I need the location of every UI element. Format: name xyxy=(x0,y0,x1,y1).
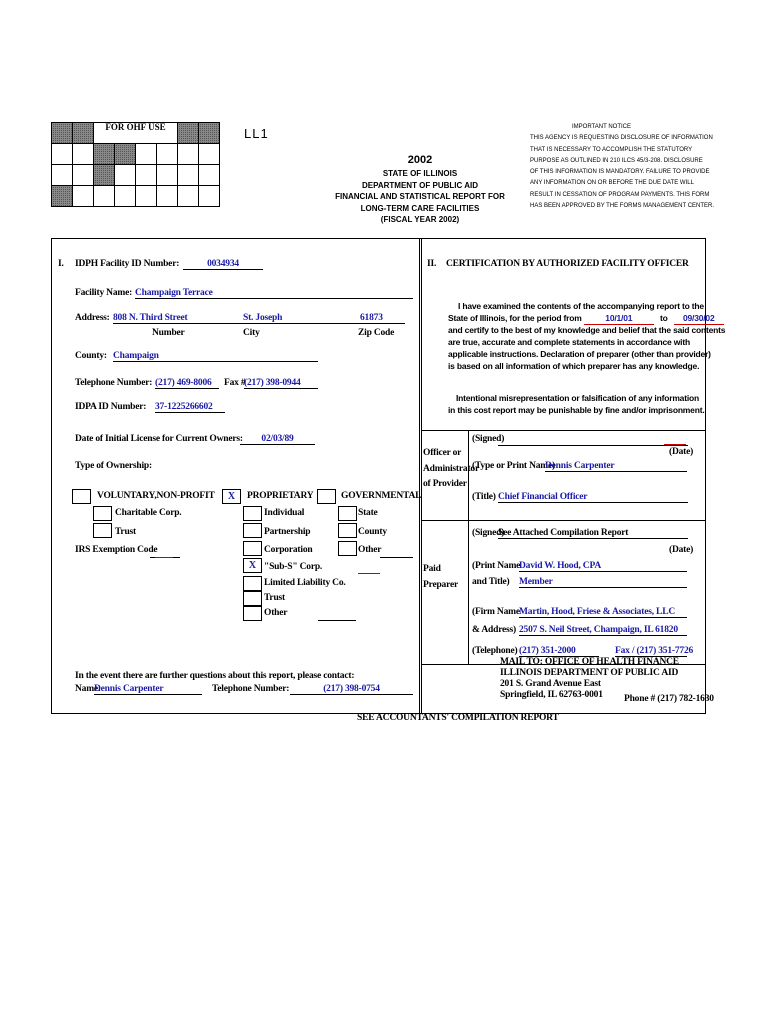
signed2-label: (Signed) xyxy=(472,528,505,538)
paid-line: Preparer xyxy=(423,580,458,590)
officer-name-field[interactable]: Dennis Carpenter xyxy=(545,461,687,472)
date-label: (Date) xyxy=(669,447,694,457)
warning-text xyxy=(448,393,704,416)
llc-label: Limited Liability Co. xyxy=(264,578,346,588)
signature-grid-top xyxy=(422,430,706,431)
phone-label: Telephone Number: xyxy=(75,378,153,388)
title-line: (FISCAL YEAR 2002) xyxy=(380,215,460,225)
certification-text xyxy=(448,301,725,372)
officer-label xyxy=(423,446,479,493)
proprietary-label: PROPRIETARY xyxy=(247,491,314,501)
ohf-use-grid xyxy=(51,122,220,207)
telephone-label: (Telephone) xyxy=(472,646,518,656)
form-code: LL1 xyxy=(244,126,269,141)
fax-field[interactable]: (217) 398-0944 xyxy=(244,378,318,389)
paid-line: Paid xyxy=(423,564,441,574)
governmental-label: GOVERNMENTAL xyxy=(341,491,422,501)
charitable-label: Charitable Corp. xyxy=(115,508,182,518)
cert-line: I have examined the contents of the accompanying report to the xyxy=(458,301,704,311)
contact-name-label: Name: xyxy=(75,684,101,694)
county-label: County: xyxy=(75,351,107,361)
county2-checkbox[interactable] xyxy=(338,523,357,538)
trust2-checkbox[interactable] xyxy=(243,591,262,606)
officer-line: Officer or xyxy=(423,448,462,458)
period-from-field[interactable]: 10/1/01 xyxy=(584,313,654,326)
county2-label: County xyxy=(358,527,387,537)
firm-name-label: (Firm Name xyxy=(472,607,520,617)
preparer-title-field[interactable]: Member xyxy=(519,577,687,588)
type-name-label: (Type or Print Name) xyxy=(472,461,555,471)
facility-name-field[interactable]: Champaign Terrace xyxy=(135,288,413,299)
preparer-signature-field[interactable]: See Attached Compilation Report xyxy=(498,528,688,539)
corporation-label: Corporation xyxy=(264,545,313,555)
subs-corp-label: "Sub-S" Corp. xyxy=(264,562,323,572)
print-name-label: (Print Name xyxy=(472,561,521,571)
city-caption: City xyxy=(243,328,260,338)
mail-line: MAIL TO: OFFICE OF HEALTH FINANCE xyxy=(500,657,679,667)
title-line: LONG-TERM CARE FACILITIES xyxy=(360,203,480,213)
ownership-label: Type of Ownership: xyxy=(75,461,152,471)
title-line: STATE OF ILLINOIS xyxy=(382,169,458,178)
license-date-label: Date of Initial License for Current Owners: xyxy=(75,434,243,444)
signature-grid-mid xyxy=(422,520,706,521)
warning-line: in this cost report may be punishable by fine and/or imprisonment. xyxy=(448,404,705,415)
report-title xyxy=(330,168,510,226)
and-title-label: and Title) xyxy=(472,577,510,587)
idph-field[interactable]: 0034934 xyxy=(183,259,263,270)
trust2-label: Trust xyxy=(264,593,285,603)
governmental-checkbox[interactable] xyxy=(317,489,336,504)
report-year: 2002 xyxy=(407,154,433,166)
cert-line-period xyxy=(448,313,725,326)
signature-red-mark xyxy=(664,444,686,445)
notice-line: RESULT IN CESSATION OF PROGRAM PAYMENTS. THIS FORM xyxy=(530,191,710,198)
notice-line: IMPORTANT NOTICE xyxy=(572,124,632,130)
license-date-field[interactable]: 02/03/89 xyxy=(240,434,315,445)
state-checkbox[interactable] xyxy=(338,506,357,521)
city-field[interactable]: St. Joseph xyxy=(243,313,283,323)
other2-field[interactable] xyxy=(380,545,413,558)
to-label: to xyxy=(659,312,668,323)
officer-line: Administrator xyxy=(423,463,479,474)
important-notice xyxy=(530,122,714,212)
notice-line: PURPOSE AS OUTLINED IN 210 ILCS 45/3-208. DISCLOSURE xyxy=(530,157,703,164)
title-line: FINANCIAL AND STATISTICAL REPORT FOR xyxy=(335,192,505,202)
cert-line: applicable instructions. Declaration of preparer (other than provider) xyxy=(448,348,711,359)
address-label: Address: xyxy=(75,313,110,323)
state-label: State xyxy=(358,508,378,518)
section-2-roman: II. xyxy=(427,259,437,269)
proprietary-checkbox[interactable]: X xyxy=(222,489,241,504)
contact-phone-label: Telephone Number: xyxy=(212,684,290,694)
number-caption: Number xyxy=(152,328,185,338)
trust-label: Trust xyxy=(115,527,136,537)
notice-line: HAS BEEN APPROVED BY THE FORMS MANAGEMENT CENTER. xyxy=(530,203,715,210)
llc-checkbox[interactable] xyxy=(243,576,262,591)
officer-signature-field[interactable] xyxy=(498,434,688,446)
idph-label: IDPH Facility ID Number: xyxy=(75,259,180,269)
partnership-label: Partnership xyxy=(264,527,311,537)
mail-line: 201 S. Grand Avenue East xyxy=(500,679,601,689)
officer-title-field[interactable]: Chief Financial Officer xyxy=(498,492,688,503)
for-ohf-use-label: FOR OHF USE xyxy=(105,122,166,132)
cert-line: and certify to the best of my knowledge and belief that the said contents xyxy=(448,325,726,336)
title-label: (Title) xyxy=(472,492,496,502)
phone-field[interactable]: (217) 469-8006 xyxy=(155,378,219,389)
street-field[interactable]: 808 N. Third Street xyxy=(113,313,405,324)
voluntary-checkbox[interactable] xyxy=(72,489,91,504)
other2-checkbox[interactable] xyxy=(338,541,357,556)
notice-line: OF THIS INFORMATION IS MANDATORY. FAILURE TO PROVIDE xyxy=(530,169,710,176)
contact-name-field[interactable]: Dennis Carpenter xyxy=(94,684,202,695)
notice-line: ANY INFORMATION ON OR BEFORE THE DUE DATE WILL xyxy=(530,180,694,187)
other2-red-mark xyxy=(358,573,380,574)
other-checkbox[interactable] xyxy=(243,606,262,621)
warning-line: Intentional misrepresentation or falsification of any information xyxy=(456,393,699,403)
notice-line: THAT IS NECESSARY TO ACCOMPLISH THE STATUTORY xyxy=(530,146,693,153)
subs-corp-checkbox[interactable]: X xyxy=(243,558,262,573)
period-to-field[interactable]: 09/30/02 xyxy=(674,313,724,326)
corporation-checkbox[interactable] xyxy=(243,541,262,556)
irs-exemption-label: IRS Exemption Code xyxy=(75,545,158,555)
other-label: Other xyxy=(264,608,288,618)
compilation-report-footer: SEE ACCOUNTANTS' COMPILATION REPORT xyxy=(357,713,559,723)
other2-label: Other xyxy=(358,545,382,555)
other-field[interactable] xyxy=(318,608,356,621)
idpa-label: IDPA ID Number: xyxy=(75,402,147,412)
trust-checkbox[interactable] xyxy=(93,523,112,538)
certification-title: CERTIFICATION BY AUTHORIZED FACILITY OFFICER xyxy=(446,259,689,269)
fax-label: Fax # xyxy=(224,378,246,388)
partnership-checkbox[interactable] xyxy=(243,523,262,538)
preparer-name-field[interactable]: David W. Hood, CPA xyxy=(519,561,687,572)
paid-preparer-label xyxy=(423,561,458,593)
cert-line: is based on all information of which preparer has any knowledge. xyxy=(448,360,700,371)
facility-name-label: Facility Name: xyxy=(75,288,133,298)
signed-label: (Signed) xyxy=(472,434,505,444)
idpa-field[interactable]: 37-1225266602 xyxy=(155,402,225,413)
preparer-fax-field[interactable]: Fax / (217) 351-7726 xyxy=(615,646,694,656)
preparer-phone-field[interactable]: (217) 351-2000 xyxy=(519,646,599,657)
firm-address-field[interactable]: 2507 S. Neil Street, Champaign, IL 61820 xyxy=(519,625,687,636)
contact-phone-field[interactable]: (217) 398-0754 xyxy=(290,684,413,695)
zip-field[interactable]: 61873 xyxy=(360,313,383,323)
irs-exemption-red-mark xyxy=(155,557,173,558)
cert-line: State of Illinois, for the period from xyxy=(448,312,582,323)
firm-address-label: & Address) xyxy=(472,625,517,635)
firm-name-field[interactable]: Martin, Hood, Friese & Associates, LLC xyxy=(519,607,687,618)
title-line: DEPARTMENT OF PUBLIC AID xyxy=(362,180,478,190)
individual-label: Individual xyxy=(264,508,305,518)
mail-line: ILLINOIS DEPARTMENT OF PUBLIC AID xyxy=(500,668,679,678)
zip-caption: Zip Code xyxy=(358,328,395,338)
notice-line: THIS AGENCY IS REQUESTING DISCLOSURE OF INFORMATION xyxy=(530,135,713,142)
date2-label: (Date) xyxy=(669,545,694,555)
mail-phone: Phone # (217) 782-1630 xyxy=(624,694,714,704)
questions-text: In the event there are further questions about this report, please contact: xyxy=(75,671,355,681)
individual-checkbox[interactable] xyxy=(243,506,262,521)
officer-line: of Provider xyxy=(423,479,467,489)
cert-line: are true, accurate and complete statements in accordance with xyxy=(448,337,690,348)
section-1-roman: I. xyxy=(58,259,64,269)
charitable-checkbox[interactable] xyxy=(93,506,112,521)
voluntary-label: VOLUNTARY,NON-PROFIT xyxy=(97,491,215,501)
mail-line: Springfield, IL 62763-0001 xyxy=(500,690,603,700)
county-field[interactable]: Champaign xyxy=(113,351,318,362)
